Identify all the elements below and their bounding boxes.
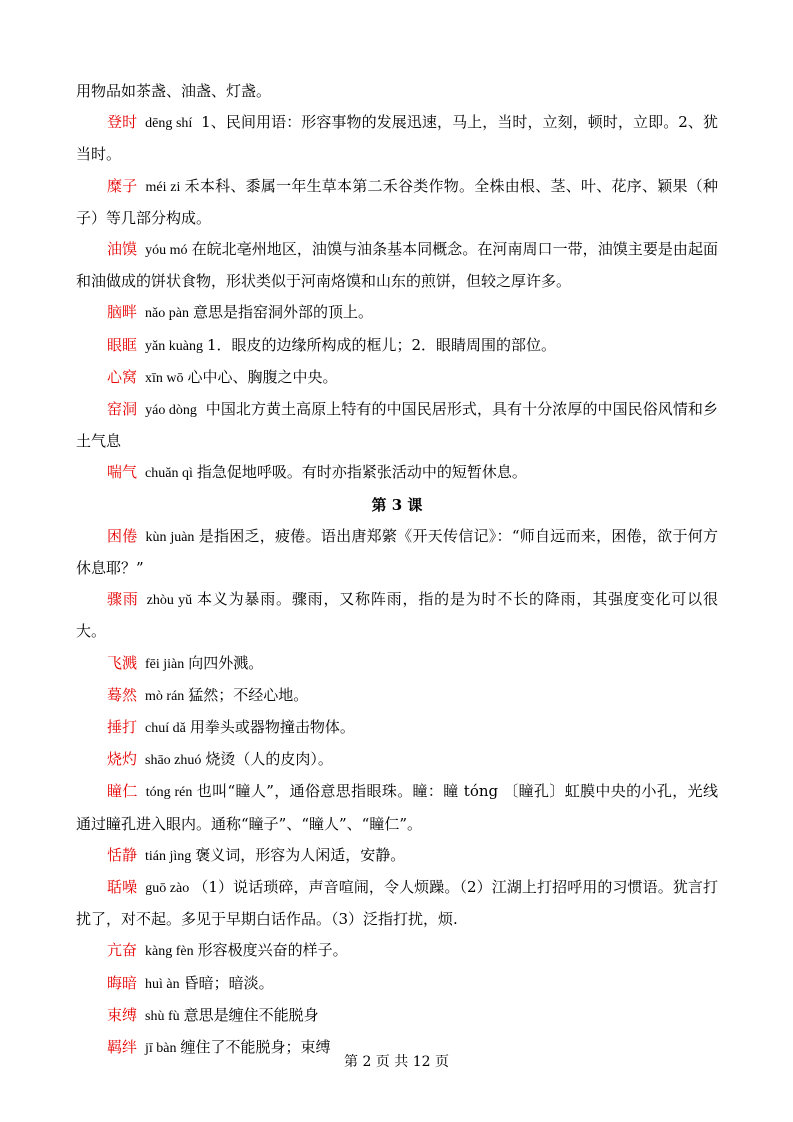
lesson-heading: 第 3 课 (371, 495, 423, 514)
vocab-pinyin: tóng rén (145, 785, 193, 801)
vocab-definition: 向四外溅。 (188, 653, 264, 672)
vocab-pinyin: chuǎn qì (145, 466, 193, 482)
vocab-word: 喘气 (107, 463, 138, 482)
vocab-definition: 烧烫（人的皮肉）。 (205, 750, 333, 769)
vocab-definition: 中国北方黄土高原上特有的中国民居形式，具有十分浓厚的中国民俗风情和乡土气息 (76, 400, 718, 451)
page-footer: 第 2 页 共 12 页 (344, 1054, 449, 1070)
vocab-word: 心窝 (107, 367, 138, 386)
vocab-entry (76, 840, 718, 872)
vocab-word: 晦暗 (107, 973, 138, 992)
vocab-word: 捶打 (107, 718, 138, 737)
vocab-definition: （1）说话琐碎，声音喧闹，令人烦躁。（2）江湖上打招呼用的习惯语。犹言打扰了，对不起。多见于早期白话作品。（3）泛指打扰，烦. (76, 878, 718, 929)
vocab-definition: 在皖北亳州地区，油馍与油条基本同概念。在河南周口一带，油馍主要是由起面和油做成的饼状食物，形状类似于河南烙馍和山东的煎饼，但较之厚许多。 (76, 240, 718, 291)
vocab-entry (76, 776, 718, 839)
vocab-pinyin: kùn juàn (145, 529, 195, 545)
vocab-entry (76, 362, 718, 394)
vocab-entry (76, 234, 718, 297)
vocab-word: 困倦 (107, 526, 138, 545)
vocab-pinyin: shù fù (145, 1008, 180, 1024)
vocab-pinyin: kàng fèn (145, 944, 194, 960)
vocab-entry (76, 872, 718, 935)
vocab-entry (76, 584, 718, 647)
vocab-word: 亢奋 (107, 941, 138, 960)
vocab-definition: 1、民间用语：形容事物的发展迅速，马上，当时，立刻，顿时，立即。2、犹当时。 (76, 113, 718, 164)
vocab-definition: 禾本科、黍属一年生草本第二禾谷类作物。全株由根、茎、叶、花序、颖果（种子）等几部分构成。 (76, 176, 718, 227)
vocab-definition: 形容极度兴奋的样子。 (197, 941, 348, 960)
vocab-entry (76, 297, 718, 329)
vocab-word: 蓦然 (107, 685, 138, 704)
vocab-definition: 指急促地呼吸。有时亦指紧张活动中的短暂休息。 (196, 463, 527, 482)
vocab-word: 聒噪 (107, 878, 138, 897)
vocab-word: 烧灼 (107, 750, 138, 769)
vocab-pinyin: fēi jiàn (145, 656, 185, 672)
vocab-pinyin: dēng shí (145, 116, 193, 132)
vocab-definition: 缠住了不能脱身；束缚 (180, 1038, 331, 1057)
document-body (76, 76, 718, 1064)
vocab-word: 登时 (107, 113, 138, 132)
vocab-pinyin: mò rán (145, 688, 185, 704)
vocab-entry (76, 648, 718, 680)
vocab-pinyin: huì àn (145, 976, 180, 992)
vocab-pinyin: xīn wō (145, 370, 184, 386)
vocab-word: 恬静 (107, 845, 138, 864)
vocab-entry (76, 521, 718, 584)
vocab-entry (76, 744, 718, 776)
vocab-word: 糜子 (107, 176, 138, 195)
vocab-entry (76, 1000, 718, 1032)
vocab-entry (76, 935, 718, 967)
vocab-definition: 猛然；不经心地。 (188, 685, 309, 704)
vocab-pinyin: chuí dǎ (145, 721, 186, 737)
vocab-entry (76, 330, 718, 362)
vocab-definition: 褒义词，形容为人闲适，安静。 (195, 845, 406, 864)
vocab-definition: 是指困乏，疲倦。语出唐郑綮《开天传信记》：“师自远而来，困倦，欲于何方休息耶？” (76, 526, 718, 578)
vocab-definition: 昏暗；暗淡。 (183, 973, 274, 992)
vocab-entry (76, 457, 718, 489)
vocab-definition: 心中心、胸腹之中央。 (187, 367, 338, 386)
vocab-definition: 意思是缠住不能脱身 (183, 1005, 319, 1024)
vocab-entry (76, 107, 718, 170)
vocab-word: 油馍 (107, 240, 138, 259)
vocab-word: 骤雨 (107, 590, 139, 609)
vocab-pinyin: jī bàn (145, 1041, 177, 1057)
vocab-pinyin: shāo zhuó (145, 753, 202, 769)
vocab-pinyin: méi zi (145, 179, 181, 195)
vocab-word: 瞳仁 (107, 782, 138, 801)
vocab-entry (76, 680, 718, 712)
entry-list-a (76, 107, 718, 489)
vocab-word: 飞溅 (107, 653, 138, 672)
vocab-pinyin: tián jìng (145, 848, 192, 864)
vocab-pinyin: zhòu yǔ (146, 593, 193, 609)
vocab-word: 眼眶 (107, 335, 138, 354)
vocab-definition: 也叫“瞳人”，通俗意思指眼珠。瞳：瞳 tóng 〔瞳孔〕虹膜中央的小孔，光线通过瞳孔进入眼内。通称“瞳子”、“瞳人”、“瞳仁”。 (76, 782, 718, 833)
vocab-word: 束缚 (107, 1005, 138, 1024)
vocab-pinyin: yáo dòng (145, 403, 197, 419)
vocab-pinyin: guō zào (145, 881, 190, 897)
intro-paragraph: 用物品如茶盏、油盏、灯盏。 (76, 82, 272, 100)
vocab-entry (76, 968, 718, 1000)
vocab-pinyin: nǎo pàn (145, 306, 189, 322)
vocab-definition: 用拳头或器物撞击物体。 (189, 718, 355, 737)
vocab-word: 脑畔 (107, 303, 138, 322)
vocab-pinyin: yǎn kuàng (145, 338, 203, 354)
entry-list-b (76, 521, 718, 1064)
vocab-definition: 1．眼皮的边缘所构成的框儿；2．眼睛周围的部位。 (206, 335, 557, 354)
vocab-entry (76, 712, 718, 744)
vocab-definition: 意思是指窑洞外部的顶上。 (192, 303, 373, 322)
vocab-pinyin: yóu mó (145, 243, 188, 259)
vocab-word: 羁绊 (107, 1038, 138, 1057)
vocab-definition: 本义为暴雨。骤雨，又称阵雨，指的是为时不长的降雨，其强度变化可以很大。 (76, 590, 718, 641)
vocab-entry (76, 394, 718, 457)
vocab-entry (76, 171, 718, 234)
vocab-word: 窑洞 (107, 400, 138, 419)
